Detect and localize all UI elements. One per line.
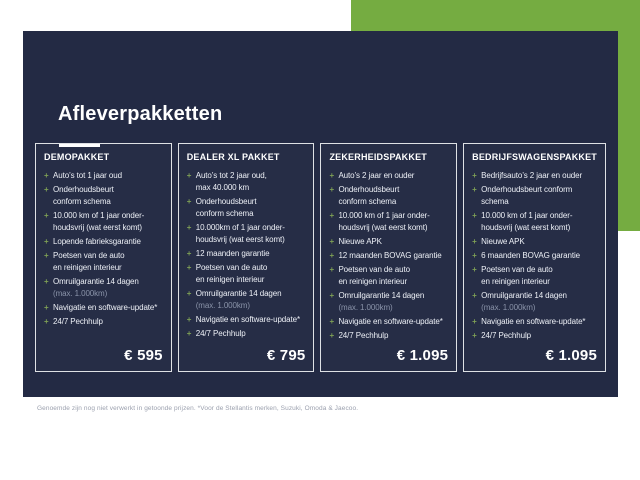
package-price: € 795 (266, 347, 306, 364)
feature-text: max 40.000 km (195, 183, 250, 192)
package-feature (187, 170, 306, 194)
package-card (178, 143, 315, 372)
package-feature (44, 210, 163, 234)
package-feature (472, 236, 597, 248)
feature-text: houdsvrij (wat eerst komt) (338, 223, 428, 232)
feature-text: (max. 1.000km) (338, 303, 393, 312)
bullet-spacer (472, 196, 481, 208)
feature-text: 24/7 Pechhulp (195, 329, 246, 338)
package-feature (44, 236, 163, 248)
plus-bullet-icon: + (472, 331, 477, 340)
bullet-spacer (472, 276, 481, 288)
package-cards-row (35, 143, 606, 372)
feature-text: houdsvrij (wat eerst komt) (481, 223, 571, 232)
plus-bullet-icon: + (472, 185, 477, 194)
feature-text: (max. 1.000km) (481, 303, 536, 312)
bullet-spacer (329, 222, 338, 234)
bullet-spacer (187, 300, 196, 312)
feature-text: 12 maanden BOVAG garantie (338, 251, 442, 260)
package-feature (44, 302, 163, 314)
feature-text: en reinigen interieur (481, 277, 550, 286)
package-feature (187, 196, 306, 220)
package-card (463, 143, 606, 372)
feature-text: 10.000 km of 1 jaar onder- (338, 211, 430, 220)
feature-text: en reinigen interieur (195, 275, 265, 284)
package-feature (44, 170, 163, 182)
feature-text: Navigatie en software-update* (53, 303, 158, 312)
package-name: DEALER XL PAKKET (186, 152, 280, 162)
package-name: DEMOPAKKET (44, 152, 110, 162)
package-feature (329, 316, 448, 328)
plus-bullet-icon: + (44, 251, 49, 260)
plus-bullet-icon: + (44, 317, 49, 326)
plus-bullet-icon: + (186, 263, 192, 272)
bullet-spacer (472, 302, 481, 314)
package-feature (329, 264, 448, 288)
plus-bullet-icon: + (44, 211, 49, 220)
feature-text: Poetsen van de auto (338, 265, 410, 274)
plus-bullet-icon: + (329, 251, 335, 260)
feature-text: 10.000km of 1 jaar onder- (195, 223, 285, 232)
package-feature (329, 210, 448, 234)
package-name: BEDRIJFSWAGENSPAKKET (472, 152, 598, 162)
package-item-list (472, 170, 597, 344)
feature-text: Poetsen van de auto (481, 265, 553, 274)
feature-text: Nieuwe APK (338, 237, 382, 246)
plus-bullet-icon: + (44, 303, 49, 312)
package-feature (187, 314, 306, 326)
feature-text: (max. 1.000km) (195, 301, 250, 310)
package-feature (44, 316, 163, 328)
plus-bullet-icon: + (472, 211, 477, 220)
plus-bullet-icon: + (186, 315, 192, 324)
package-item-list (187, 170, 306, 342)
page-title: Afleverpakketten (58, 103, 223, 125)
plus-bullet-icon: + (329, 171, 335, 180)
package-price: € 1.095 (396, 347, 449, 364)
package-item-list (44, 170, 163, 330)
feature-text: houdsvrij (wat eerst komt) (195, 235, 285, 244)
feature-text: Navigatie en software-update* (338, 317, 443, 326)
bullet-spacer (187, 182, 196, 194)
package-item-list (329, 170, 448, 344)
bullet-spacer (187, 208, 196, 220)
feature-text: Navigatie en software-update* (481, 317, 586, 326)
feature-text: Omruilgarantie 14 dagen (481, 291, 567, 300)
package-feature (329, 170, 448, 182)
feature-text: conform schema (338, 197, 397, 206)
feature-text: Poetsen van de auto (195, 263, 268, 272)
package-price: € 1.095 (545, 347, 598, 364)
bullet-spacer (44, 196, 53, 208)
plus-bullet-icon: + (44, 171, 49, 180)
package-feature (44, 250, 163, 274)
package-feature (472, 210, 597, 234)
feature-text: conform schema (195, 209, 254, 218)
package-feature (187, 262, 306, 286)
feature-text: Auto’s 2 jaar en ouder (338, 171, 415, 180)
package-feature (472, 264, 597, 288)
package-feature (187, 222, 306, 246)
plus-bullet-icon: + (329, 317, 335, 326)
package-feature (44, 184, 163, 208)
plus-bullet-icon: + (472, 291, 477, 300)
feature-text: conform schema (53, 197, 111, 206)
plus-bullet-icon: + (186, 329, 192, 338)
feature-text: Lopende fabrieksgarantie (53, 237, 141, 246)
plus-bullet-icon: + (186, 171, 192, 180)
feature-text: Omruilgarantie 14 dagen (195, 289, 282, 298)
plus-bullet-icon: + (472, 237, 477, 246)
plus-bullet-icon: + (472, 317, 477, 326)
feature-text: Auto’s tot 1 jaar oud (53, 171, 122, 180)
feature-text: Onderhoudsbeurt (53, 185, 114, 194)
feature-text: 24/7 Pechhulp (53, 317, 103, 326)
feature-text: Onderhoudsbeurt conform (481, 185, 573, 194)
plus-bullet-icon: + (186, 197, 192, 206)
plus-bullet-icon: + (329, 211, 335, 220)
plus-bullet-icon: + (186, 249, 192, 258)
plus-bullet-icon: + (472, 251, 477, 260)
plus-bullet-icon: + (329, 291, 335, 300)
package-feature (329, 250, 448, 262)
plus-bullet-icon: + (186, 223, 192, 232)
plus-bullet-icon: + (329, 265, 335, 274)
feature-text: 10.000 km of 1 jaar onder- (481, 211, 573, 220)
package-card (35, 143, 172, 372)
plus-bullet-icon: + (472, 171, 477, 180)
package-feature (472, 316, 597, 328)
bullet-spacer (44, 222, 53, 234)
plus-bullet-icon: + (472, 265, 477, 274)
package-card (320, 143, 457, 372)
feature-text: Navigatie en software-update* (195, 315, 300, 324)
bullet-spacer (329, 302, 338, 314)
package-feature (44, 276, 163, 300)
feature-text: Bedrijfsauto’s 2 jaar en ouder (481, 171, 583, 180)
feature-text: 10.000 km of 1 jaar onder- (53, 211, 145, 220)
package-feature (472, 330, 597, 342)
feature-text: Omruilgarantie 14 dagen (53, 277, 139, 286)
feature-text: Onderhoudsbeurt (338, 185, 400, 194)
feature-text: 6 maanden BOVAG garantie (481, 251, 581, 260)
bullet-spacer (187, 234, 196, 246)
plus-bullet-icon: + (329, 331, 335, 340)
package-feature (329, 290, 448, 314)
feature-text: 24/7 Pechhulp (481, 331, 532, 340)
plus-bullet-icon: + (44, 277, 49, 286)
package-price: € 595 (124, 347, 163, 364)
feature-text: houdsvrij (wat eerst komt) (53, 223, 142, 232)
package-feature (329, 184, 448, 208)
bullet-spacer (44, 262, 53, 274)
feature-text: Auto’s tot 2 jaar oud, (195, 171, 267, 180)
package-feature (472, 170, 597, 182)
package-feature (329, 236, 448, 248)
feature-text: Onderhoudsbeurt (195, 197, 257, 206)
plus-bullet-icon: + (44, 185, 49, 194)
bullet-spacer (472, 222, 481, 234)
plus-bullet-icon: + (329, 237, 335, 246)
footnote-text: Genoemde zijn nog niet verwerkt in getoonde prijzen. *Voor de Stellantis merken, Suzuki, Omoda & Jaecoo. (37, 405, 359, 412)
feature-text: en reinigen interieur (53, 263, 122, 272)
plus-bullet-icon: + (186, 289, 192, 298)
feature-text: en reinigen interieur (338, 277, 408, 286)
plus-bullet-icon: + (44, 237, 49, 246)
bullet-spacer (44, 288, 53, 300)
feature-text: 24/7 Pechhulp (338, 331, 389, 340)
feature-text: Nieuwe APK (481, 237, 525, 246)
feature-text: (max. 1.000km) (53, 289, 108, 298)
package-feature (187, 328, 306, 340)
package-feature (472, 290, 597, 314)
package-feature (187, 288, 306, 312)
bullet-spacer (329, 276, 338, 288)
bullet-spacer (329, 196, 338, 208)
package-feature (472, 250, 597, 262)
content-panel (23, 31, 618, 397)
package-feature (472, 184, 597, 208)
feature-text: 12 maanden garantie (195, 249, 270, 258)
feature-text: schema (481, 197, 509, 206)
feature-text: Omruilgarantie 14 dagen (338, 291, 425, 300)
bullet-spacer (187, 274, 196, 286)
package-feature (187, 248, 306, 260)
feature-text: Poetsen van de auto (53, 251, 125, 260)
package-feature (329, 330, 448, 342)
package-name: ZEKERHEIDSPAKKET (329, 152, 427, 162)
plus-bullet-icon: + (329, 185, 335, 194)
